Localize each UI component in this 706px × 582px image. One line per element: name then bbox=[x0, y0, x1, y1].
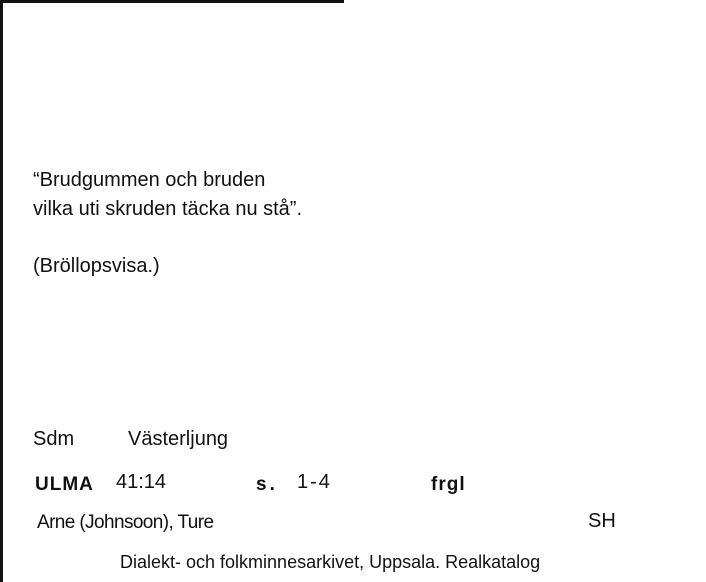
card-border-top bbox=[0, 0, 344, 3]
page-prefix: s. bbox=[256, 474, 278, 495]
informant-name: Arne (Johnsoon), Ture bbox=[37, 512, 214, 533]
province-label: Sdm bbox=[33, 428, 75, 450]
record-number: 41:14 bbox=[116, 471, 167, 493]
quote-text: “Brudgummen och bruden vilka uti skruden täcka nu stå”. bbox=[33, 169, 303, 220]
recorder-initials: SH bbox=[588, 510, 616, 532]
category-label: frgl bbox=[431, 474, 466, 495]
page-range: 1-4 bbox=[297, 471, 332, 493]
parish-label: Västerljung bbox=[128, 428, 229, 450]
archive-code: ULMA bbox=[35, 474, 94, 495]
card-border-left bbox=[0, 0, 3, 582]
note-text: (Bröllopsvisa.) bbox=[33, 255, 160, 277]
card-footer: Dialekt- och folkminnesarkivet, Uppsala. Realkatalog bbox=[120, 552, 541, 572]
